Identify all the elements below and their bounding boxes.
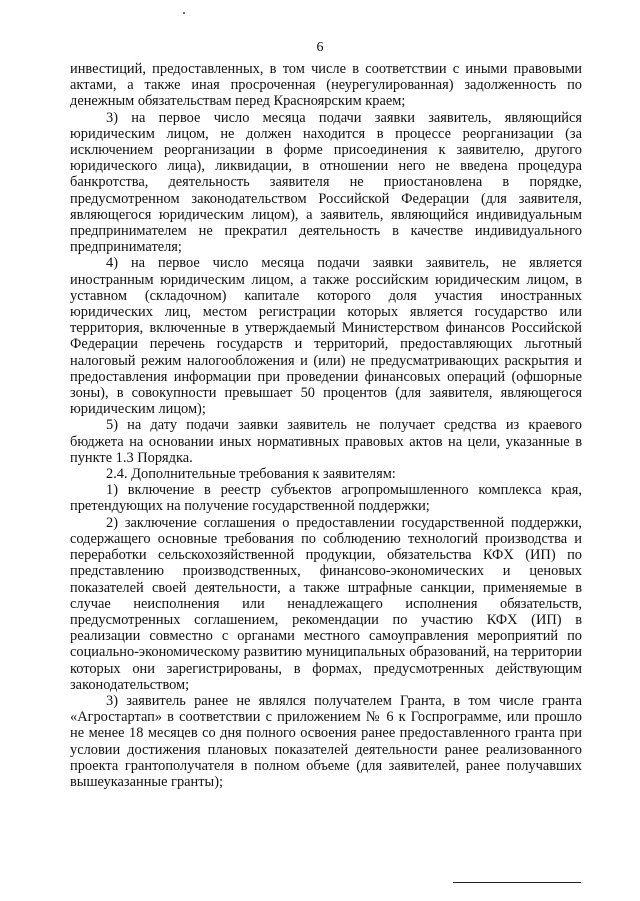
paragraph-requirement-1: 1) включение в реестр субъектов агропромышленного комплекса края, претендующих на получение государственной поддержки; bbox=[70, 482, 582, 515]
paragraph-item-3: 3) на первое число месяца подачи заявки заявитель, являющийся юридическим лицом, не должен находится в процессе реорганизации (за исключением реорганизации в форме присоединения к заявителю, другого юридического лица), ликвидации, в отношении него не введена процедура банкротства, деятельность заявителя не приостановлена в порядке, предусмотренном законодательством Российской Федерации (для заявителя, являющегося юридическим лицом), а заявитель, являющийся индивидуальным предпринимателем не прекратил деятельность в качестве индивидуального предпринимателя; bbox=[70, 109, 582, 256]
footer-rule bbox=[453, 882, 581, 883]
paragraph-continuation: инвестиций, предоставленных, в том числе в соответствии с иными правовыми актами, а также иная просроченная (неурегулированная) задолженность по денежным обязательствам перед Красноярским краем; bbox=[70, 61, 582, 110]
document-body bbox=[70, 61, 582, 790]
paragraph-requirement-3: 3) заявитель ранее не являлся получателем Гранта, в том числе гранта «Агростартап» в соответствии с приложением № 6 к Госпрограмме, или прошло не менее 18 месяцев со дня полного освоения ранее предоставленного гранта при условии достижения плановых показателей деятельности ранее реализованного проекта грантополучателя в полном объеме (для заявителей, ранее получавших вышеуказанные гранты); bbox=[70, 692, 582, 790]
paragraph-item-5: 5) на дату подачи заявки заявитель не получает средства из краевого бюджета на основании иных нормативных правовых актов на цели, указанные в пункте 1.3 Порядка. bbox=[70, 417, 582, 466]
section-heading-2-4: 2.4. Дополнительные требования к заявителям: bbox=[106, 466, 396, 483]
page-number: 6 bbox=[316, 40, 324, 55]
paragraph-requirement-2: 2) заключение соглашения о предоставлении государственной поддержки, содержащего основные требования по соблюдению технологий производства и переработки сельскохозяйственной продукции, обязательства КФХ (ИП) по представлению производственных, финансово-экономических и ценовых показателей своей деятельности, а также штрафные санкции, применяемые в случае неисполнения или ненадлежащего исполнения обязательств, предусмотренных соглашением, рекомендации по участию КФХ (ИП) в реализации совместно с органами местного самоуправления мероприятий по социально-экономическому развитию муниципальных образований, на территории которых они зарегистрированы, в формах, предусмотренных действующим законодательством; bbox=[70, 514, 582, 693]
paragraph-item-4: 4) на первое число месяца подачи заявки заявитель, не является иностранным юридическим лицом, а также российским юридическим лицом, в уставном (складочном) капитале которого доля участия иностранных юридических лиц, местом регистрации которых является государство или территория, включенные в утверждаемый Министерством финансов Российской Федерации перечень государств и территорий, предоставляющих льготный налоговый режим налогообложения и (или) не предусматривающих раскрытия и предоставления информации при проведении финансовых операций (офшорные зоны), в совокупности превышает 50 процентов (для заявителя, являющегося юридическим лицом); bbox=[70, 255, 582, 418]
scan-speck bbox=[183, 12, 185, 14]
